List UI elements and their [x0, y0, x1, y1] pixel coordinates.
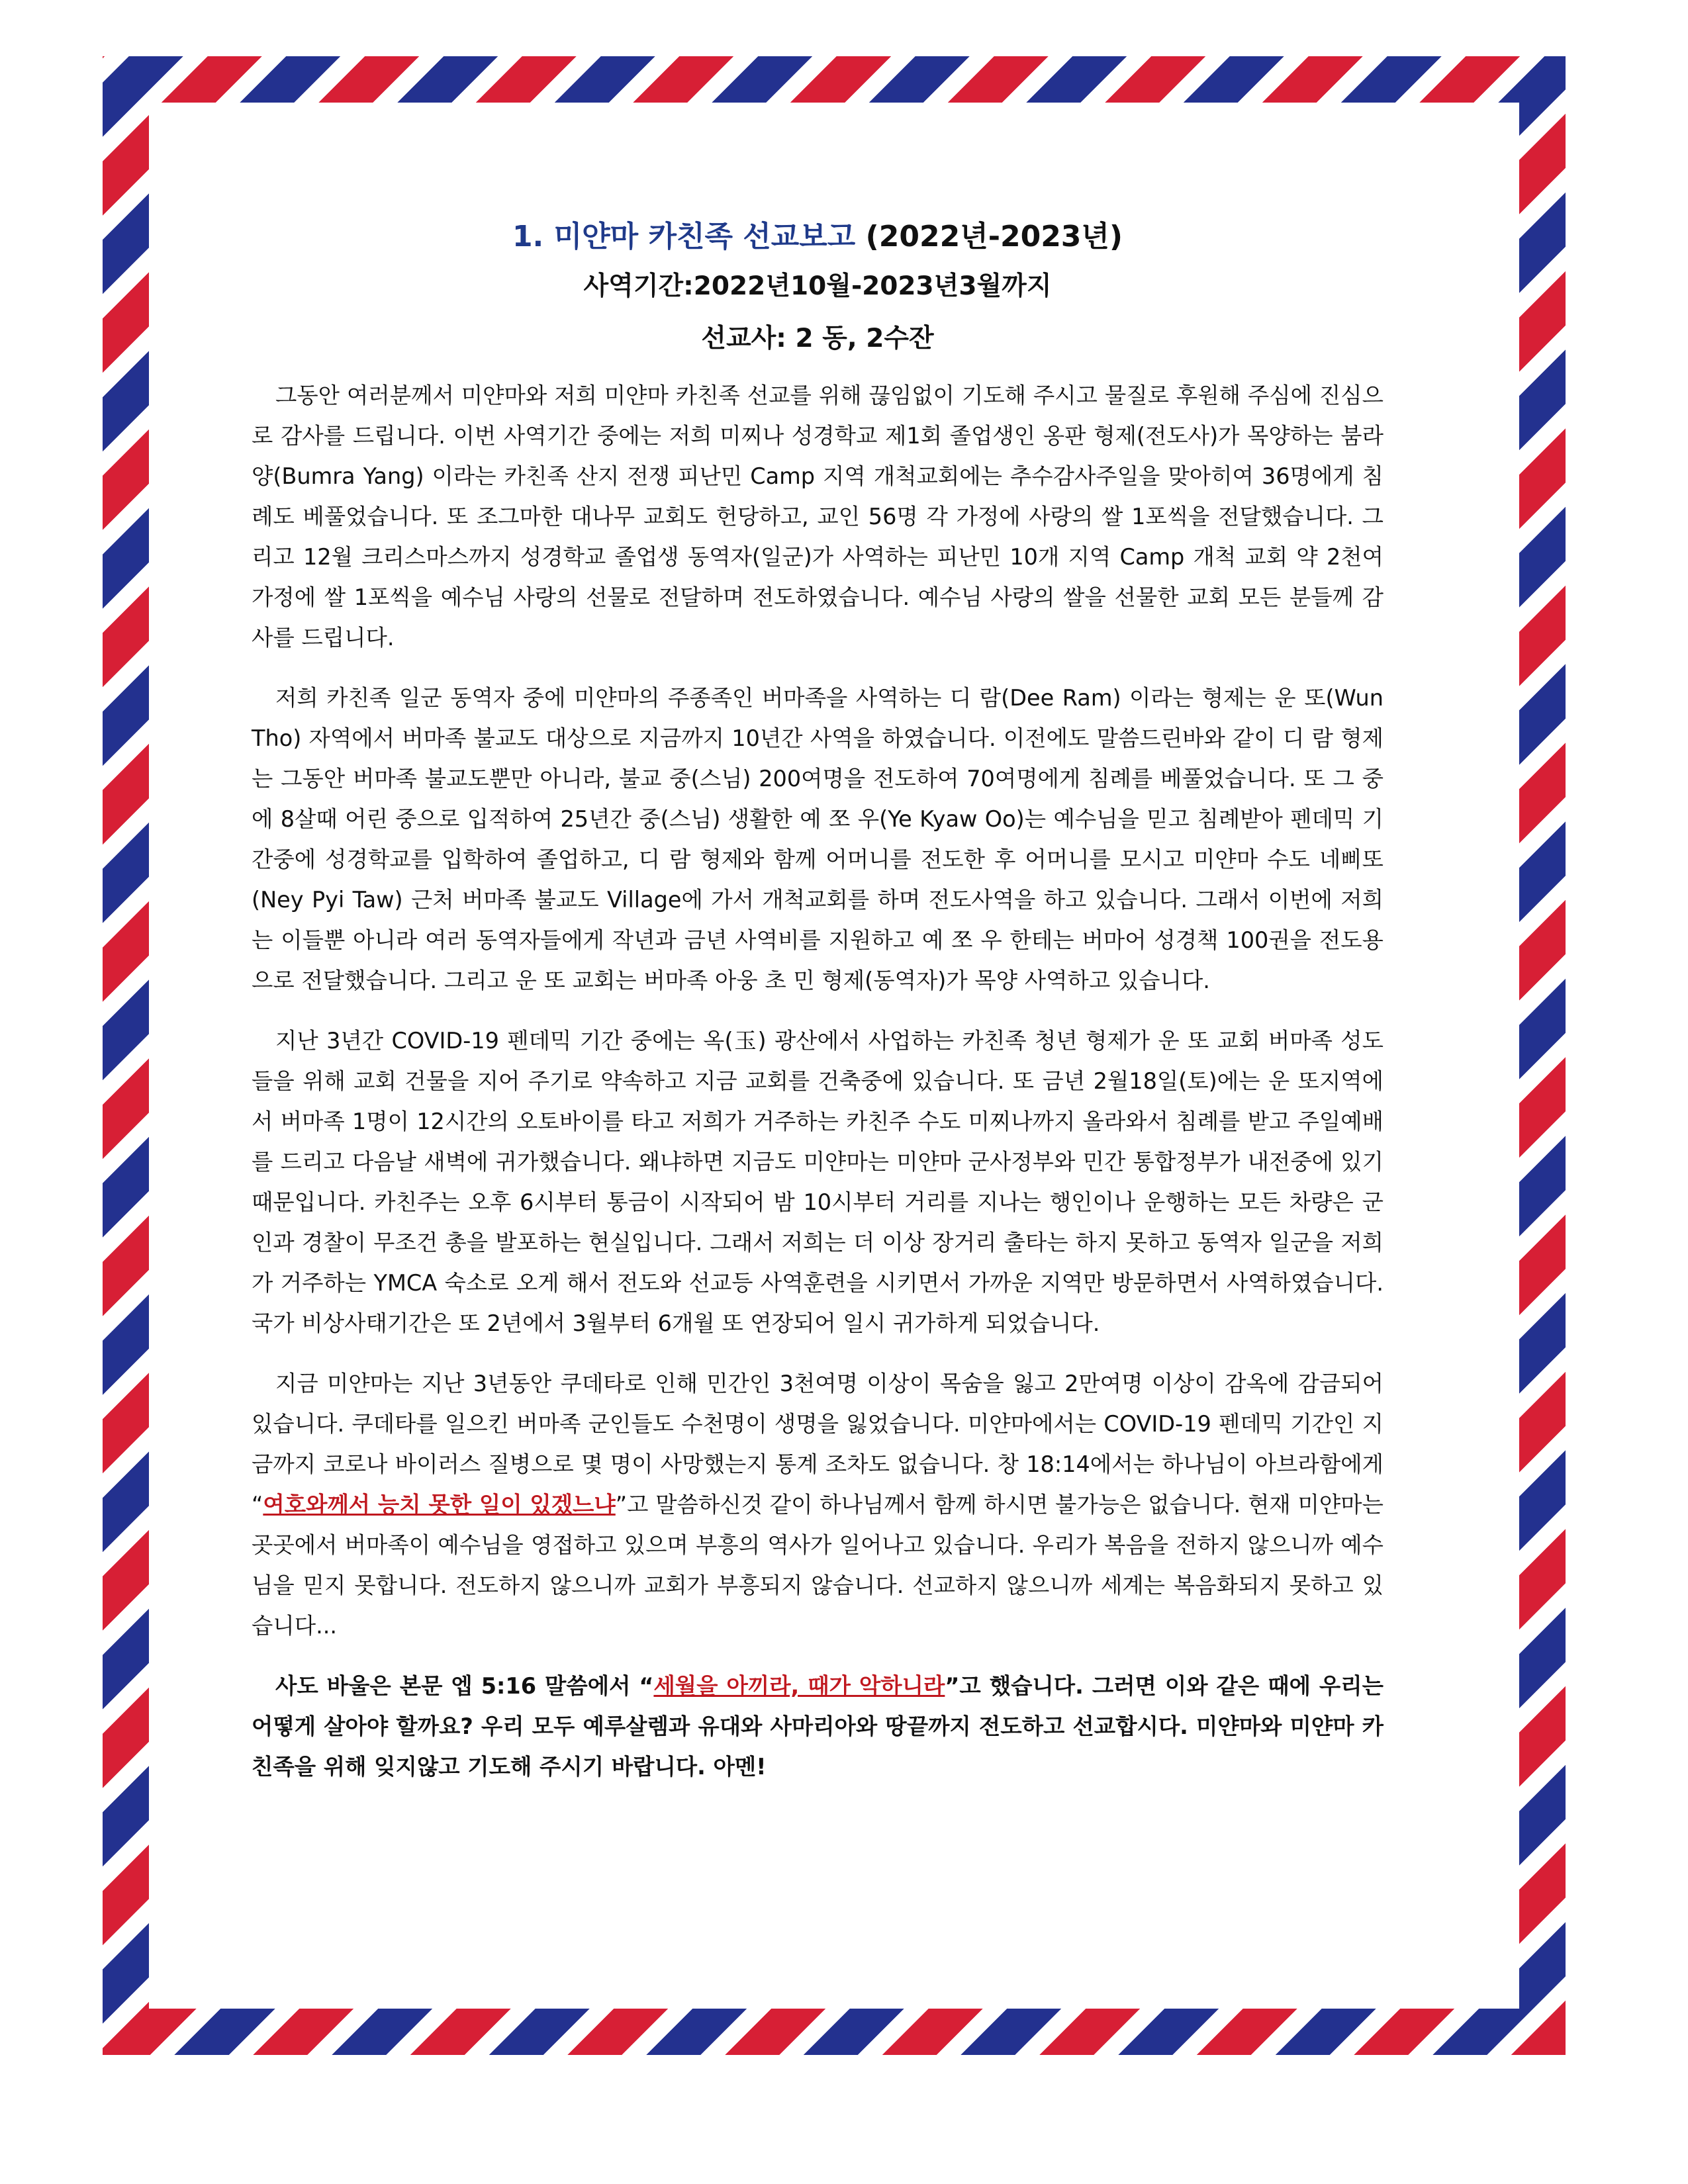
scripture-quote-ephesians: 세월을 아끼라, 때가 악하니라 [653, 1672, 945, 1699]
letter-body [252, 218, 1383, 1807]
paragraph-5 [252, 1666, 1383, 1787]
paragraph-2: 저희 카친족 일군 동역자 중에 미얀마의 주종족인 버마족을 사역하는 디 람(Dee Ram) 이라는 형제는 운 또(Wun Tho) 자역에서 버마족 불교도 대상으로 지금까지 10년간 사역을 하였습니다. 이전에도 말씀드린바와 같이 디 람 형제는 그동안 버마족 불교도뿐만 아니라, 불교 중(스님) 200여명을 전도하여 70여명에게 침례를 베풀었습니다. 또 그 중에 8살때 어린 중으로 입적하여 25년간 중(스님) 생활한 예 쪼 우(Ye Kyaw Oo)는 예수님을 믿고 침례받아 펜데믹 기간중에 성경학교를 입학하여 졸업하고, 디 람 형제와 함께 어머니를 전도한 후 어머니를 모시고 미얀마 수도 네삐또(Ney Pyi Taw) 근처 버마족 불교도 Village에 가서 개척교회를 하며 전도사역을 하고 있습니다. 그래서 이번에 저희는 이들뿐 아니라 여러 동역자들에게 작년과 금년 사역비를 지원하고 예 쪼 우 한테는 버마어 성경책 100권을 전도용으로 전달했습니다. 그리고 운 또 교회는 버마족 아웅 초 민 형제(동역자)가 목양 사역하고 있습니다. [252, 684, 1383, 993]
page-title [252, 218, 1383, 255]
paragraph-3: 지난 3년간 COVID-19 펜데믹 기간 중에는 옥(玉) 광산에서 사업하는 카친족 청년 형제가 운 또 교회 버마족 성도들을 위해 교회 건물을 지어 주기로 약속하고 지금 교회를 건축중에 있습니다. 또 금년 2월18일(토)에는 운 또지역에서 버마족 1명이 12시간의 오토바이를 타고 저희가 거주하는 카친주 수도 미찌나까지 올라와서 침례를 받고 주일예배를 드리고 다음날 새벽에 귀가했습니다. 왜냐하면 지금도 미얀마는 미얀마 군사정부와 민간 통합정부가 내전중에 있기 때문입니다. 카친주는 오후 6시부터 통금이 시작되어 밤 10시부터 거리를 지나는 행인이나 운행하는 모든 차량은 군인과 경찰이 무조건 총을 발포하는 현실입니다. 그래서 저희는 더 이상 장거리 출타는 하지 못하고 동역자 일군을 저희가 거주하는 YMCA 숙소로 오게 해서 전도와 선교등 사역훈련을 시키면서 가까운 지역만 방문하면서 사역하였습니다. 국가 비상사태기간은 또 2년에서 3월부터 6개월 또 연장되어 일시 귀가하게 되었습니다. [252, 1027, 1383, 1336]
paragraph-4-text-a: 지금 미얀마는 지난 3년동안 쿠데타로 인해 민간인 3천여명 이상이 목숨을 잃고 2만여명 이상이 감옥에 감금되어 있습니다. 쿠데타를 일으킨 버마족 군인들도 수천명이 생명을 잃었습니다. 미얀마에서는 COVID-19 펜데믹 기간인 지금까지 코로나 바이러스 질병으로 몇 명이 사망했는지 통계 조차도 없습니다. 창 18:14에서는 하나님이 아브라함에게 “ [252, 1370, 1383, 1518]
paragraph-5-text-b: ”고 했습니다. 그러면 이와 같은 때에 우리는 어떻게 살아야 할까요? 우리 모두 예루살렘과 유대와 사마리아와 땅끝까지 전도하고 선교합시다. 미얀마와 미얀마 카친족을 위해 잊지않고 기도해 주시기 바랍니다. 아멘! [252, 1672, 1384, 1780]
paragraph-1: 그동안 여러분께서 미얀마와 저희 미얀마 카친족 선교를 위해 끊임없이 기도해 주시고 물질로 후원해 주심에 진심으로 감사를 드립니다. 이번 사역기간 중에는 저희 미찌나 성경학교 제1회 졸업생인 옹판 형제(전도사)가 목양하는 붐라 양(Bumra Yang) 이라는 카친족 산지 전쟁 피난민 Camp 지역 개척교회에는 추수감사주일을 맞아히여 36명에게 침례도 베풀었습니다. 또 조그마한 대나무 교회도 헌당하고, 교인 56명 각 가정에 사랑의 쌀 1포씩을 전달했습니다. 그리고 12월 크리스마스까지 성경학교 졸업생 동역자(일군)가 사역하는 피난민 10개 지역 Camp 개척 교회 약 2천여 가정에 쌀 1포씩을 예수님 사랑의 선물로 전달하며 전도하였습니다. 예수님 사랑의 쌀을 선물한 교회 모든 분들께 감사를 드립니다. [252, 382, 1384, 651]
paragraph-5-text-a: 사도 바울은 본문 엡 5:16 말씀에서 “ [275, 1672, 654, 1699]
paragraph-4 [252, 1363, 1383, 1646]
title-main: 미얀마 카친족 선교보고 [553, 220, 856, 253]
title-years: (2022년-2023년) [865, 220, 1123, 253]
ministry-period: 사역기간:2022년10월-2023년3월까지 [583, 271, 1052, 301]
scripture-quote-genesis: 여호와께서 능치 못한 일이 있겠느냐 [263, 1491, 616, 1518]
paragraph-4-text-b: ”고 말씀하신것 같이 하나님께서 함께 하시면 불가능은 없습니다. 현재 미얀마는 곳곳에서 버마족이 예수님을 영접하고 있으며 부흥의 역사가 일어나고 있습니다. 우리가 복음을 전하지 않으니까 예수님을 믿지 못합니다. 전도하지 않으니까 교회가 부흥되지 않습니다. 선교하지 않으니까 세계는 복음화되지 못하고 있습니다... [252, 1491, 1383, 1639]
title-number: 1. [512, 220, 544, 253]
missionary-names: 선교사: 2 동, 2수잔 [701, 323, 934, 353]
